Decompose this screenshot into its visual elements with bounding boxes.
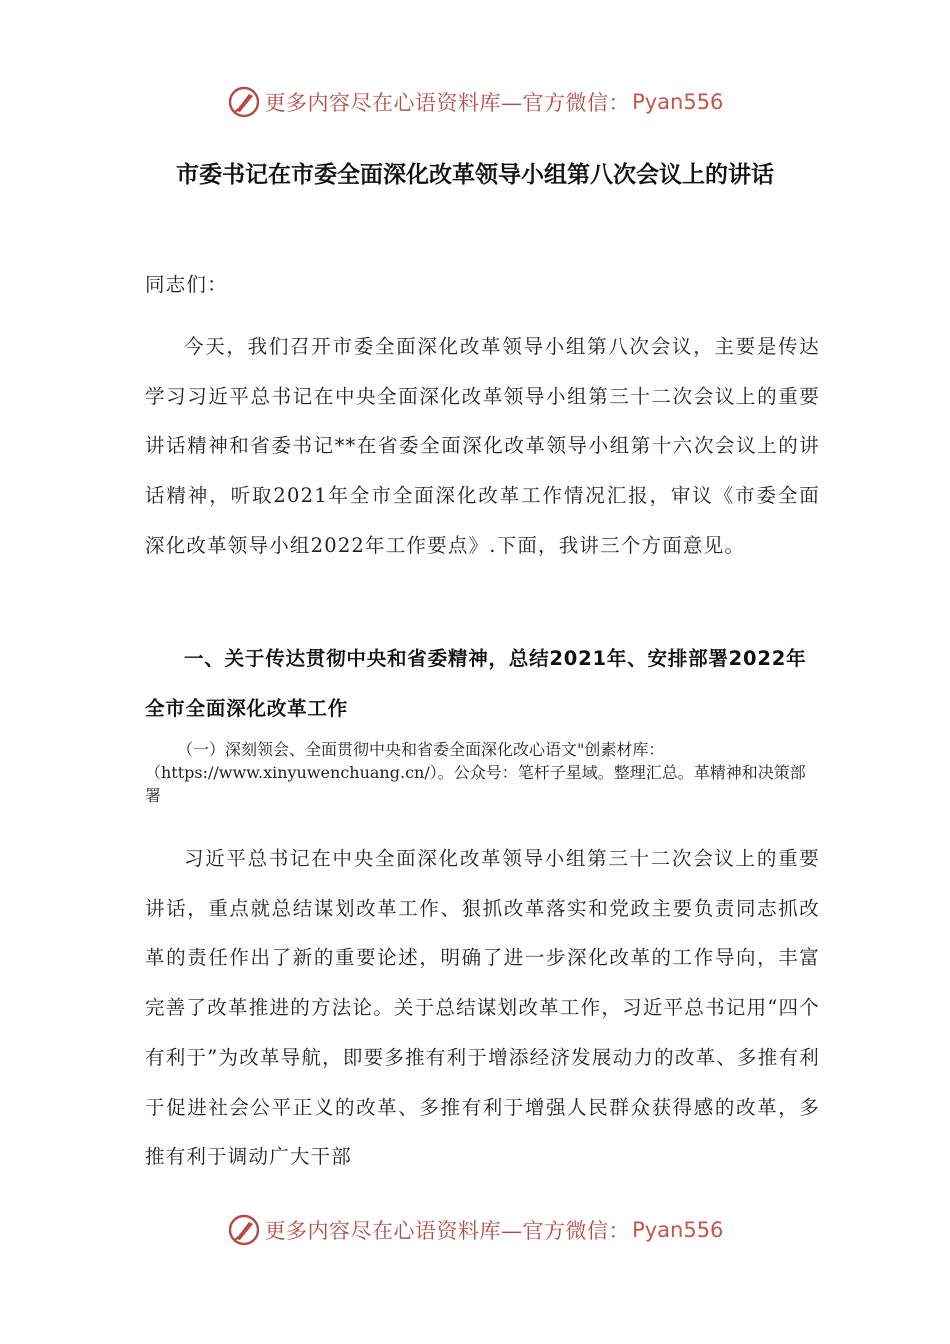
salutation: 同志们： — [145, 273, 228, 296]
quill-seal-icon — [227, 1213, 261, 1247]
banner-text: 更多内容尽在心语资料库—官方微信： — [264, 1219, 631, 1243]
subsection-heading: （一）深刻领会、全面贯彻中央和省委全面深化改心语文"创素材库：（https://www.xinyuwenchuang.cn/）。公众号：笔杆子星域。整理汇总。革精神和决策部署 — [145, 740, 806, 805]
footer-watermark-banner — [0, 1210, 950, 1250]
intro-paragraph: 今天，我们召开市委全面深化改革领导小组第八次会议，主要是传达学习习近平总书记在中央全面深化改革领导小组第三十二次会议上的重要讲话精神和省委书记**在省委全面深化改革领导小组第十六次会议上的讲话精神，听取2021年全市全面深化改革工作情况汇报，审议《市委全面深化改革领导小组2022年工作要点》.下面，我讲三个方面意见。 — [145, 335, 820, 557]
banner-handle: Pyan556 — [632, 1218, 724, 1242]
body-paragraph: 习近平总书记在中央全面深化改革领导小组第三十二次会议上的重要讲话，重点就总结谋划改革工作、狠抓改革落实和党政主要负责同志抓改革的责任作出了新的重要论述，明确了进一步深化改革的工作导向，丰富完善了改革推进的方法论。关于总结谋划改革工作，习近平总书记用“四个有利于”为改革导航，即要多推有利于增添经济发展动力的改革、多推有利于促进社会公平正义的改革、多推有利于增强人民群众获得感的改革，多推有利于调动广大干部 — [145, 847, 820, 1169]
banner-handle: Pyan556 — [632, 90, 724, 114]
document-title: 市委书记在市委全面深化改革领导小组第八次会议上的讲话 — [176, 162, 774, 188]
quill-seal-icon — [227, 85, 261, 119]
section-heading: 一、关于传达贯彻中央和省委精神，总结2021年、安排部署2022年全市全面深化改革工作 — [145, 647, 807, 720]
banner-text: 更多内容尽在心语资料库—官方微信： — [264, 91, 631, 115]
header-watermark-banner — [0, 82, 950, 122]
